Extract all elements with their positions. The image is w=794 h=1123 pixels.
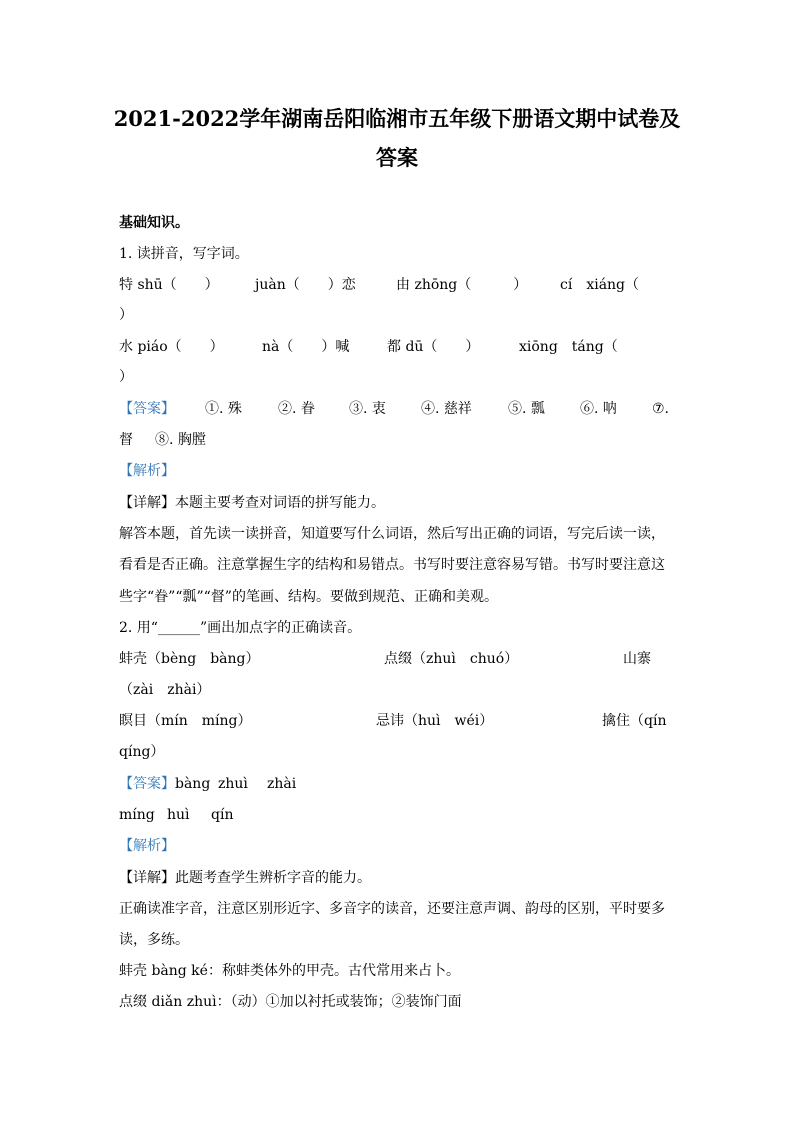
q2-answer-6: qín — [211, 807, 234, 823]
q1-detail: 【详解】本题主要考查对词语的拼写能力。 — [119, 495, 385, 511]
q2-item-dianzhui: 点缀（zhuì chuó） — [384, 651, 519, 667]
q2-paragraph-2: 读，多练。 — [119, 932, 189, 948]
q1-answer-5: ⑤. 瓢 — [508, 401, 545, 417]
q1-row-1-end: ） — [119, 307, 133, 323]
q2-paragraph-1: 正确读准字音，注意区别形近字、多音字的读音，还要注意声调、韵母的区别，平时要多 — [119, 901, 665, 917]
q2-detail: 【详解】此题考查学生辨析字音的能力。 — [119, 870, 371, 886]
q1-answer-6: ⑥. 呐 — [580, 401, 617, 417]
q1-paragraph-3: 些字“眷”“瓢”“督”的笔画、结构。要做到规范、正确和美观。 — [119, 589, 498, 605]
q1-item-cixiang: cí xiáng（ — [560, 277, 640, 293]
q1-item-na: nà（ ）喊 — [262, 339, 350, 355]
q1-item-juan: juàn（ ）恋 — [255, 277, 356, 293]
q1-item-zhong: 由 zhōng（ ） — [396, 277, 528, 293]
q2-row-1-end: （zài zhài） — [119, 682, 211, 698]
q2-analysis-tag: 【解析】 — [119, 838, 175, 854]
q1-answer-2: ②. 眷 — [278, 401, 315, 417]
title-line-1: 2021-2022学年湖南岳阳临湘市五年级下册语文期中试卷及 — [113, 106, 681, 131]
q2-answer-3: zhài — [267, 776, 297, 792]
q1-answer-3: ③. 衷 — [349, 401, 386, 417]
q1-answer-tag: 【答案】 — [119, 401, 175, 417]
q1-paragraph-2: 看看是否正确。注意掌握生字的结构和易错点。书写时要注意容易写错。书写时要注意这 — [119, 557, 665, 573]
q2-answer-2: zhuì — [218, 776, 248, 792]
q2-note-dianzhui: 点缀 diǎn zhuì：（动）①加以衬托或装饰；②装饰门面 — [119, 994, 462, 1010]
q2-item-qinzhu: 擒住（qín — [602, 713, 667, 729]
q1-answer-7-char: 督 — [119, 432, 133, 448]
q2-answer-1: bàng — [175, 776, 211, 792]
q1-analysis-tag: 【解析】 — [119, 463, 175, 479]
q2-item-mingmu: 瞑目（mín míng） — [119, 713, 252, 729]
q1-answer-8: ⑧. 胸膛 — [155, 432, 206, 448]
q1-item-shu: 特 shū（ ） — [119, 277, 219, 293]
q1-stem: 1. 读拼音，写字词。 — [119, 246, 249, 262]
q2-note-bangke: 蚌壳 bàng ké：称蚌类体外的甲壳。古代常用来占卜。 — [119, 963, 460, 979]
q2-stem: 2. 用“______”画出加点字的正确读音。 — [119, 620, 362, 636]
q1-answer-1: ①. 殊 — [205, 401, 242, 417]
section-heading: 基础知识。 — [119, 215, 189, 231]
title-line-2: 答案 — [376, 145, 418, 170]
q2-item-shanzhai: 山寨 — [623, 651, 651, 667]
q2-answer-tag: 【答案】 — [119, 776, 175, 792]
q1-answer-4: ④. 慈祥 — [421, 401, 472, 417]
q1-answer-7: ⑦. — [652, 401, 670, 417]
q2-item-jihui: 忌讳（huì wéi） — [376, 713, 494, 729]
q1-paragraph-1: 解答本题，首先读一读拼音，知道要写什么词语，然后写出正确的词语，写完后读一读， — [119, 526, 665, 542]
q2-row-2-end: qíng） — [119, 744, 165, 760]
q2-item-bangke: 蚌壳（bèng bàng） — [119, 651, 260, 667]
q1-item-du: 都 dū（ ） — [387, 339, 480, 355]
q1-row-2-end: ） — [119, 369, 133, 385]
q2-answer-5: huì — [167, 807, 190, 823]
q1-item-piao: 水 piáo（ ） — [119, 339, 224, 355]
q1-item-xiongtang: xiōng táng（ — [519, 339, 618, 355]
q2-answer-4: míng — [119, 807, 155, 823]
